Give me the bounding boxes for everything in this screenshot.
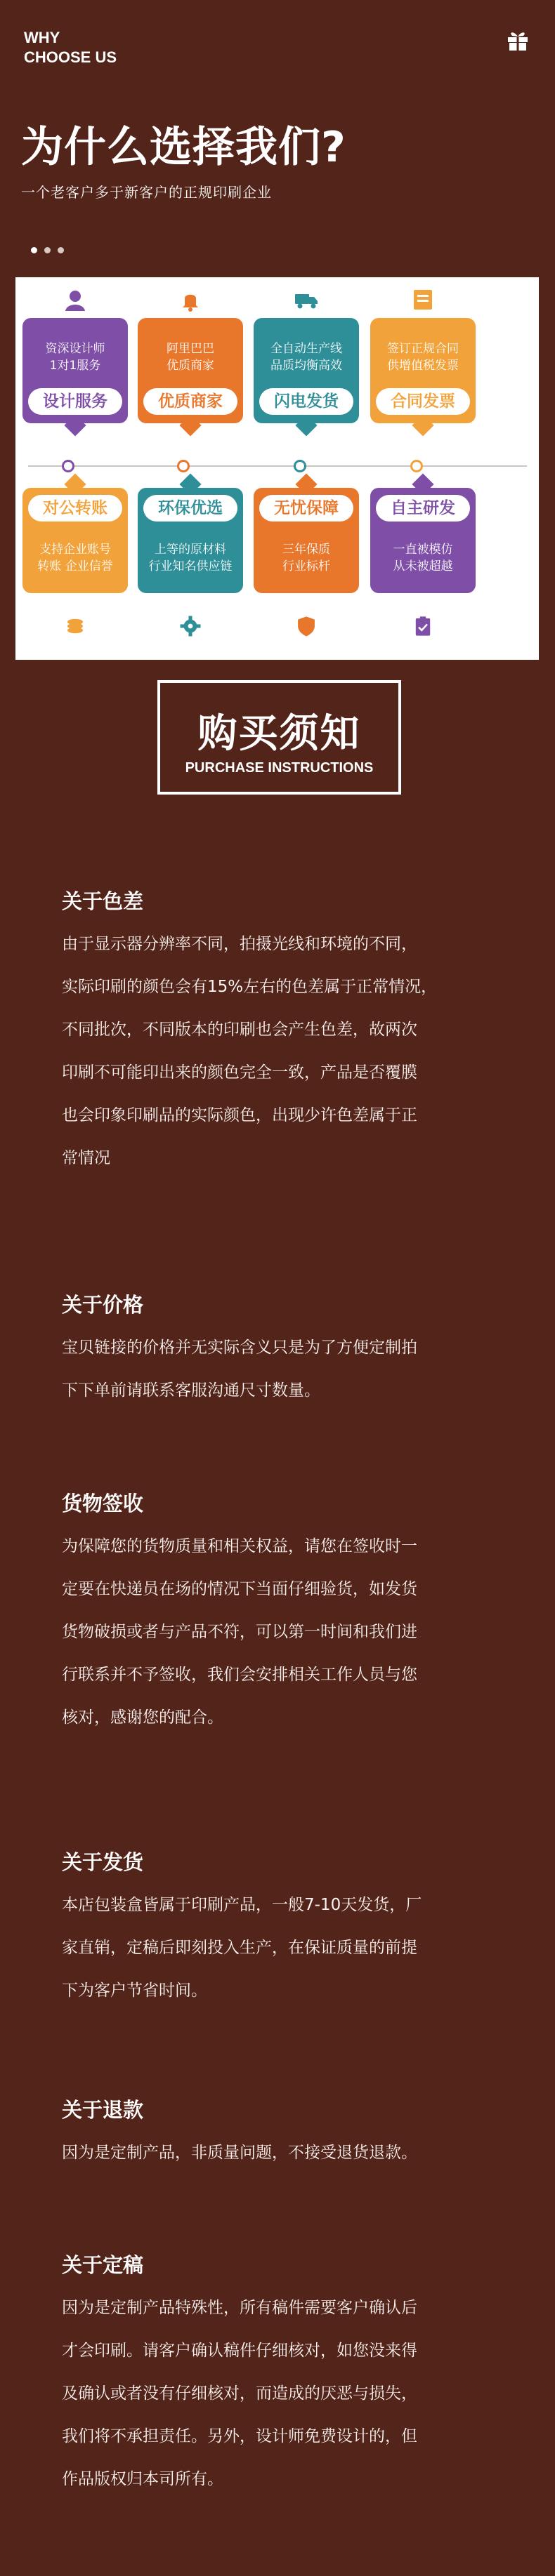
why-line: WHY [24, 29, 60, 46]
page-subtitle: 一个老客户多于新客户的正规印刷企业 [21, 184, 272, 201]
feature-description-line: 行业知名供应链 [148, 559, 233, 573]
section-text-line: 行联系并不予签收，我们会安排相关工作人员与您 [62, 1666, 417, 1684]
section-heading: 关于退款 [62, 2098, 144, 2122]
feature-description-line: 签订正规合同 [387, 342, 459, 356]
section-text-line: 我们将不承担责任。另外，设计师免费设计的，但 [62, 2427, 417, 2445]
feature-description-line: 从未被超越 [393, 559, 453, 573]
feature-top-2 [138, 277, 243, 460]
section-text-line: 货物破损或者与产品不符，可以第一时间和我们进 [62, 1623, 417, 1641]
section-text-line: 及确认或者没有仔细核对，而造成的厌恶与损失， [62, 2384, 417, 2403]
section-text-line: 不同批次，不同版本的印刷也会产生色差，故两次 [62, 1021, 417, 1039]
section-heading: 关于发货 [62, 1850, 144, 1874]
feature-bottom-2 [138, 474, 243, 660]
feature-label: 优质商家 [143, 388, 237, 415]
feature-top-3 [254, 277, 359, 460]
instruction-section [62, 1289, 497, 1412]
features-infographic [15, 277, 539, 660]
section-text-line: 实际印刷的颜色会有15%左右的色差属于正常情况， [62, 978, 438, 996]
feature-bottom-3 [254, 474, 359, 660]
feature-description-line: 三年保质 [282, 543, 330, 557]
instruction-section [62, 2250, 497, 2501]
section-text-line: 定要在快递员在场的情况下当面仔细验货，如发货 [62, 1580, 417, 1598]
section-heading: 关于价格 [62, 1293, 144, 1317]
contract-icon [409, 286, 437, 314]
feature-description-line: 支持企业账号 [39, 543, 111, 557]
person-icon [61, 286, 89, 314]
section-text-line: 为保障您的货物质量和相关权益，请您在签收时一 [62, 1537, 417, 1555]
section-heading: 关于定稿 [62, 2253, 144, 2277]
section-heading: 关于色差 [62, 889, 144, 913]
gear-icon [178, 614, 202, 638]
section-text-line: 本店包装盒皆属于印刷产品，一般7-10天发货，厂 [62, 1896, 422, 1914]
section-text-line: 家直销，定稿后即刻投入生产，在保证质量的前提 [62, 1939, 417, 1957]
feature-description [254, 541, 359, 575]
feature-description-line: 品质均衡高效 [270, 359, 342, 373]
carousel-dots[interactable] [31, 247, 64, 253]
feature-description [22, 340, 128, 374]
feature-label: 合同发票 [376, 388, 470, 415]
timeline-node [177, 460, 190, 472]
feature-description [138, 340, 243, 374]
timeline-node [410, 460, 423, 472]
section-text-line: 才会印刷。请客户确认稿件仔细核对，如您没来得 [62, 2342, 417, 2360]
section-text-line: 由于显示器分辨率不同，拍摄光线和环境的不同， [62, 935, 417, 953]
feature-label: 对公转账 [28, 495, 122, 522]
truck-icon [292, 286, 320, 314]
feature-description-line: 转账 企业信誉 [37, 559, 113, 573]
instruction-section [62, 2094, 497, 2175]
clipboard-check-icon [411, 614, 435, 638]
feature-label: 闪电发货 [259, 388, 353, 415]
feature-top-4 [370, 277, 476, 460]
coins-icon [63, 614, 87, 638]
instruction-section [62, 1847, 497, 2012]
header [0, 0, 555, 309]
feature-description-line: 全自动生产线 [270, 342, 342, 356]
feature-bottom-4 [370, 474, 476, 660]
feature-bottom-1 [22, 474, 128, 660]
feature-description-line: 供增值税发票 [387, 359, 459, 373]
choose-us-line: CHOOSE US [24, 48, 117, 66]
section-heading: 货物签收 [62, 1492, 144, 1515]
gift-icon[interactable] [506, 28, 530, 52]
timeline-line [28, 465, 527, 467]
feature-top-1 [22, 277, 128, 460]
feature-label: 设计服务 [28, 388, 122, 415]
purchase-subtitle: PURCHASE INSTRUCTIONS [185, 760, 374, 776]
section-text-line: 核对，感谢您的配合。 [62, 1708, 223, 1727]
feature-label: 自主研发 [376, 495, 470, 522]
feature-description-line: 阿里巴巴 [166, 342, 214, 356]
feature-label: 环保优选 [143, 495, 237, 522]
carousel-dot[interactable] [44, 247, 51, 253]
timeline-node [294, 460, 306, 472]
section-text-line: 下为客户节省时间。 [62, 1981, 207, 2000]
timeline-node [62, 460, 74, 472]
carousel-dot[interactable] [58, 247, 64, 253]
section-text-line: 作品版权归本司所有。 [62, 2470, 223, 2488]
carousel-dot[interactable] [31, 247, 37, 253]
feature-description [254, 340, 359, 374]
feature-label: 无忧保障 [259, 495, 353, 522]
page-title: 为什么选择我们? [21, 123, 346, 172]
section-text-line: 因为是定制产品特殊性，所有稿件需要客户确认后 [62, 2299, 417, 2317]
feature-description [370, 340, 476, 374]
section-text-line: 印刷不可能印出来的颜色完全一致，产品是否覆膜 [62, 1063, 417, 1082]
instruction-section [62, 886, 497, 1180]
feature-description-line: 行业标杆 [282, 559, 330, 573]
section-text-line: 因为是定制产品，非质量问题，不接受退货退款。 [62, 2144, 417, 2162]
feature-description-line: 1对1服务 [49, 359, 101, 373]
feature-description [22, 541, 128, 575]
section-text-line: 宝贝链接的价格并无实际含义只是为了方便定制拍 [62, 1339, 417, 1357]
section-text-line: 常情况 [62, 1149, 110, 1167]
feature-description-line: 上等的原材料 [155, 543, 226, 557]
feature-description [138, 541, 243, 575]
section-text-line: 也会印象印刷品的实际颜色，出现少许色差属于正 [62, 1106, 417, 1124]
feature-description-line: 优质商家 [166, 359, 214, 373]
purchase-instructions-box [157, 680, 401, 795]
feature-description-line: 资深设计师 [45, 342, 105, 356]
why-choose-us-label [24, 28, 117, 67]
feature-description [370, 541, 476, 575]
shield-icon [294, 614, 318, 638]
purchase-title: 购买须知 [197, 711, 361, 757]
bell-icon [176, 286, 204, 314]
instruction-section [62, 1488, 497, 1739]
feature-description-line: 一直被模仿 [393, 543, 453, 557]
section-text-line: 下下单前请联系客服沟通尺寸数量。 [62, 1381, 320, 1400]
